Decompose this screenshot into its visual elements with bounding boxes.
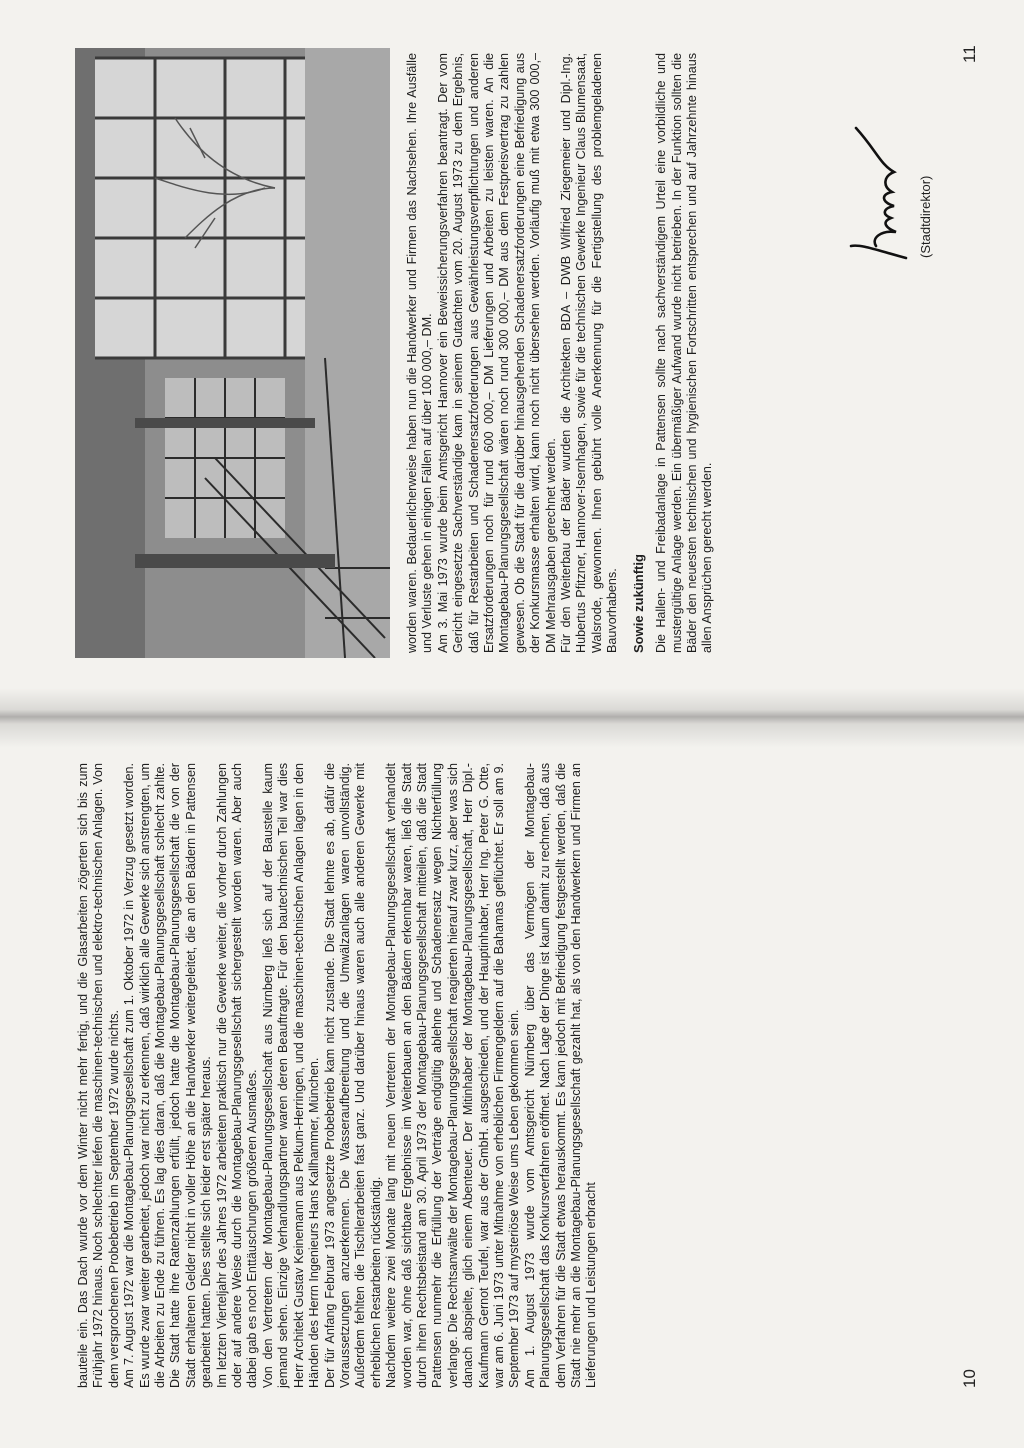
book-gutter [0, 688, 1024, 748]
signature-caption: (Stadtdirektor) [918, 175, 933, 258]
paragraph: Die Hallen- und Freibadanlage in Pattensen sollte nach sachverständigem Urteil eine vorbildliche und mustergültige Anlage werden. Ein übermäßiger Aufwand wurde nicht betrieben. In der Funktion sollten die Bäder den neuesten technischen und hygienischen Fortschritten entsprechen und auf Jahrzehnte hinaus allen Ansprüchen gerecht werden. [654, 53, 715, 653]
left-page-text [76, 763, 600, 1388]
paragraph: Nachdem weitere zwei Monate lang mit neuen Vertretern der Montagebau-Planungsgesellschaft verhandelt worden war, ohne daß sichtbare Ergebnisse im Weiterbauen an den Bädern erkennbar waren, ließ die Stadt durch ihren Rechtsbeistand am 30. April 1973 der Montagebau-Planungsgesellschaft mitteilen, daß die Stadt Pattensen nunmehr die Erfüllung der Verträge endgültig ablehne und Schadenersatz wegen Nichterfüllung verlange. Die Rechtsanwälte der Montagebau-Planungsgesellschaft reagierten hierauf zwar kurz, aber was sich danach abspielte, glich einem Abenteuer. Der Mitinhaber der Montagebau-Planungsgesellschaft, Herr Dipl.-Kaufmann Gernot Teufel, war aus der GmbH. ausgeschieden, und der Hauptinhaber, Herr Ing. Peter G. Otte, war am 6. Juni 1973 unter Mitnahme von erheblichen Firmengeldern auf die Bahamas geflüchtet. Er soll am 9. September 1973 auf mysteriöse Weise ums Leben gekommen sein. [384, 763, 522, 1388]
handwritten-signature [836, 118, 926, 268]
right-page-text [405, 53, 716, 653]
paragraph: Für den Weiterbau der Bäder wurden die Architekten BDA – DWB Wilfried Ziegemeier und Dipl.-Ing. Hubertus Pfitzner, Hannover-Isernhagen, sowie für die technischen Gewerke Ingenieur Claus Blumensaat, Walsrode, gewonnen. Ihnen gebührt volle Anerkennung für die Fertigstellung des problemgeladenen Bauvorhabens. [559, 53, 620, 653]
paragraph: Am 7. August 1972 war die Montagebau-Planungsgesellschaft zum 1. Oktober 1972 in Verzug gesetzt worden. Es wurde zwar weiter gearbeitet, jedoch war nicht zu erkennen, daß wirklich alle Gewerke sich anstrengten, um die Arbeiten zu Ende zu führen. Es lag dies daran, daß die Montagebau-Planungsgesellschaft schlecht zahlte. Die Stadt hatte ihre Ratenzahlungen erfüllt, jedoch hatte die Montagebau-Planungsgesellschaft die von der Stadt erhaltenen Gelder nicht in voller Höhe an die Handwerker weitergeleitet, die an den Bädern in Pattensen gearbeitet hatten. Dies stellte sich leider erst später heraus. [122, 763, 214, 1388]
paragraph: Am 3. Mai 1973 wurde beim Amtsgericht Hannover ein Beweissicherungsverfahren beantragt. Der vom Gericht eingesetzte Sachverständige kam in seinem Gutachten vom 20. August 1973 zu dem Ergebnis, daß für Restarbeiten und Schadenersatzforderungen aus Gewährleistungsverpflichtungen und anderen Ersatzforderungen noch für rund 600 000,– DM Lieferungen und Arbeiten zu leisten waren. An die Montagebau-Planungsgesellschaft wären noch rund 300 000,– DM aus dem Festpreisvertrag zu zahlen gewesen. Ob die Stadt für die darüber hinausgehenden Schadenersatzforderungen eine Befriedigung aus der Konkursmasse erhalten wird, kann noch nicht übersehen werden. Vorläufig muß mit etwa 300 000,– DM Mehrausgaben gerechnet werden. [435, 53, 558, 653]
paragraph: Von den Vertretern der Montagebau-Planungsgesellschaft aus Nürnberg ließ sich auf der Baustelle kaum jemand sehen. Einzige Verhandlungspartner waren deren Beauftragte. Für den bautechnischen Teil war dies Herr Architekt Gustav Keinemann aus Pelkum-Herringen, und die maschinen-technischen Anlagen lagen in den Händen des Herrn Ingenieurs Hans Kallhammer, München. [260, 763, 322, 1388]
paragraph: worden waren. Bedauerlicherweise haben nun die Handwerker und Firmen das Nachsehen. Ihre Ausfälle und Verluste gehen in einigen Fällen auf über 100 000,– DM. [405, 53, 435, 653]
section-heading: Sowie zukünftig [630, 554, 646, 653]
paragraph: Im letzten Vierteljahr des Jahres 1972 arbeiteten praktisch nur die Gewerke weiter, die vorher durch Zahlungen oder auf andere Weise durch die Montagebau-Planungsgesellschaft sichergestellt worden waren. Aber auch dabei gab es noch Enttäuschungen größeren Ausmaßes. [214, 763, 260, 1388]
paragraph: Am 1. August 1973 wurde vom Amtsgericht Nürnberg über das Vermögen der Montagebau-Planungsgesellschaft das Konkursverfahren eröffnet. Nach Lage der Dinge ist kaum damit zu rechnen, daß aus dem Verfahren für die Stadt etwas herauskommt. Es kann jedoch mit Befriedigung festgestellt werden, daß die Stadt nie mehr an die Montagebau-Planungsgesellschaft gezahlt hat, als von den Handwerkern und Firmen an Lieferungen und Leistungen erbracht [522, 763, 599, 1388]
paragraph: Der für Anfang Februar 1973 angesetzte Probebetrieb kam nicht zustande. Die Stadt lehnte es ab, dafür die Voraussetzungen anzuerkennen. Die Wasseraufbereitung und die Umwälzanlagen waren unvollständig. Außerdem fehlten die Tischlerarbeiten fast ganz. Und darüber hinaus waren auch alle anderen Gewerke mit erheblichen Restarbeiten rückständig. [322, 763, 383, 1388]
page-number-left: 10 [960, 1369, 979, 1388]
page-number-right: 11 [960, 45, 979, 63]
paragraph: bauteile ein. Das Dach wurde vor dem Winter nicht mehr fertig, und die Glasarbeiten zögerten sich bis zum Frühjahr 1972 hinaus. Noch schlechter liefen die maschinen-technischen und elektro-technischen Anlagen. Von dem versprochenen Probebetrieb im September 1972 wurde nichts. [76, 763, 121, 1388]
building-interior-photo [75, 48, 390, 658]
